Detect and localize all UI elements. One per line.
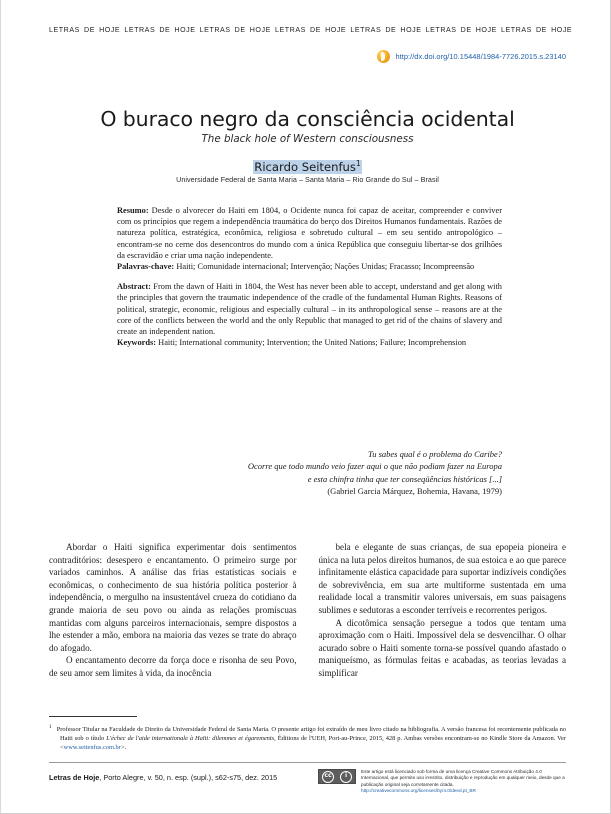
epigraph-line-1: Tu sabes qual é o problema do Caribe? xyxy=(367,449,502,459)
epigraph-attribution: (Gabriel Garcia Márquez, Bohemia, Havana, 1979) xyxy=(327,486,502,497)
resumo-text: Desde o alvorecer do Haiti em 1804, o Ocidente nunca foi capaz de aceitar, compreender e conviver com os princípios que regem a independência traumática do berço dos Direitos Humanos fundamentais. Razões de natureza política, estratégica, econômica, religiosa e sobretudo cultural – em seu sentido antropológico – encontram-se no cerne dos desencontros do mundo com a única República que conseguiu libertar-se dos grilhões da escravidão e criar uma nação independente. xyxy=(117,206,502,260)
footnote-separator xyxy=(49,716,137,717)
epigraph-line-3: e esta chinfra tinha que ter conseqüências históricas [...] xyxy=(307,473,502,484)
author-name xyxy=(253,160,361,174)
abstract-spacer xyxy=(117,272,502,281)
page-footer xyxy=(49,769,566,794)
footnote-text-part-1: Professor Titular na Faculdade de Direito da Universidade Federal de Santa Maria. O presente artigo foi extraído de meu livro citado na bibliografia. A versão francesa foi recentemente publicada no Haiti sob o título xyxy=(56,726,566,743)
epigraph-line-2: Ocorre que todo mundo veio fazer aqui o que não podiam fazer na Europa xyxy=(247,461,502,472)
page-content-area xyxy=(49,0,573,813)
keywords-label: Keywords: xyxy=(117,338,157,348)
author-name-text: Ricardo Seitenfus xyxy=(254,160,356,174)
page-title: O buraco negro da consciência ocidental xyxy=(100,106,515,131)
author-affiliation: Universidade Federal de Santa Maria – Santa Maria – Rio Grande do Sul – Brasil xyxy=(176,175,439,184)
paragraph: O encantamento decorre da força doce e risonha de seu Povo, de seu amor sem limites à vida, da inocência xyxy=(49,655,297,678)
creative-commons-icon xyxy=(319,770,337,783)
creative-commons-zone xyxy=(318,769,566,794)
footnote-text-part-3: >. xyxy=(120,743,127,751)
keywords-paragraph xyxy=(117,337,502,348)
journal-citation xyxy=(49,769,277,782)
creative-commons-badge[interactable] xyxy=(318,769,356,784)
cc-glyph: cc xyxy=(322,771,334,783)
paragraph: Abordar o Haiti significa experimentar dois sentimentos contraditórios: desespero e encantamento. O primeiro surge por variados caminhos. A análise das frias estatísticas sociais e econômicas, o conhecimento de sua história política posterior à independência, o mergulho na insustentável crueza do cotidiano da grande maioria de seu povo ou ainda as relações promíscuas mantidas com alguns parceiros internacionais, sempre dispostos a lhe estender a mão, embora na maioria das vezes se trate do abraço do afogado. xyxy=(49,542,297,653)
abstract-label: Abstract: xyxy=(117,282,151,292)
cc-license-link[interactable]: http://creativecommons.org/licenses/by/4.0/deed.pt_BR xyxy=(361,787,476,793)
by-glyph: i xyxy=(340,771,352,783)
resumo-paragraph xyxy=(117,205,502,261)
palavras-chave-paragraph xyxy=(117,261,502,272)
abstract-text: From the dawn of Haiti in 1804, the West has never been able to accept, understand and get along with the principles that govern the traumatic independence of the cradle of the fundamental Human Rights. Reasons of political, strategic, economic, religious and especially cultural – in its anthropological sense – reasons are at the core of the conflicts between the world and the only Republic that managed to get rid of the chains of slavery and create an independent nation. xyxy=(117,282,502,337)
resumo-label: Resumo: xyxy=(117,206,149,215)
body-column-left xyxy=(49,541,297,680)
attribution-icon xyxy=(337,770,355,783)
epigraph xyxy=(199,448,502,498)
paragraph: bela e elegante de suas crianças, de sua epopeia pioneira e única na luta pelos direitos humanos, de sua estoica e ao que parece infinitamente elástica capacidade para suportar indizíveis condições de sobrevivência, em sua arte multiforme sustentada em uma realidade local a transmitir valores universais, em suas paisagens sublimes e sedutoras a esconder terríveis e recorrentes perigos. xyxy=(318,542,566,615)
palavras-chave-label: Palavras-chave: xyxy=(117,262,175,272)
footer-separator xyxy=(49,762,566,763)
running-head: LETRAS DE HOJE LETRAS DE HOJE LETRAS DE HOJE LETRAS DE HOJE LETRAS DE HOJE LETRAS DE HOJE LETRAS DE HOJE xyxy=(49,26,573,34)
abstract-paragraph xyxy=(117,281,502,337)
page-subtitle: The black hole of Western consciousness xyxy=(201,133,414,145)
cc-license-description: Este artigo está licenciado sob forma de uma licença Creative Commons Atribuição 4.0 Internacional, que permite uso irrestrito, distribuição e reprodução em qualquer meio, desde que a publicação original seja corretamente citada. xyxy=(361,769,565,787)
body-column-right xyxy=(319,541,567,680)
author-line xyxy=(49,158,566,176)
footnote-website-link[interactable]: www.seitenfus.com.br xyxy=(63,743,121,751)
keywords-text: Haiti; International community; Intervention; the United Nations; Failure; Incomprehension xyxy=(156,338,467,348)
body-columns xyxy=(49,541,566,680)
paragraph: A dicotômica sensação persegue a todos que tentam uma aproximação com o Haiti. Impossível dela se desvencilhar. O olhar acurado sobre o Haiti somente torna-se possível quando afastado o maniqueísmo, as fórmulas feitas e acabadas, as teorias levadas a simplificar xyxy=(318,617,566,678)
palavras-chave-text: Haiti; Comunidade internacional; Intervenção; Nações Unidas; Fracasso; Incompreensão xyxy=(174,262,475,272)
journal-citation-details: , Porto Alegre, v. 50, n. esp. (supl.), s62-s75, dez. 2015 xyxy=(99,773,278,782)
creative-commons-license-text xyxy=(361,769,566,794)
doi-row xyxy=(377,50,566,63)
author-footnote-marker: 1 xyxy=(355,159,361,169)
journal-name: Letras de Hoje xyxy=(49,773,100,782)
footnote xyxy=(49,723,566,753)
abstract-block xyxy=(117,205,502,348)
doi-link[interactable]: http://dx.doi.org/10.15448/1984-7726.2015.s.23140 xyxy=(395,52,566,61)
footnote-book-title: L'échec de l'aide internationale à Haïti: dilemmes et égarements xyxy=(106,735,275,743)
crossref-doi-icon xyxy=(377,50,390,63)
footnote-text-part-2: , Éditions de l'UEH, Port-au-Prince, 2015, 428 p. Ambas versões encontram-se no Kindle Store da Amazon. Ver < xyxy=(60,735,566,751)
footnote-marker: 1 xyxy=(49,724,52,730)
